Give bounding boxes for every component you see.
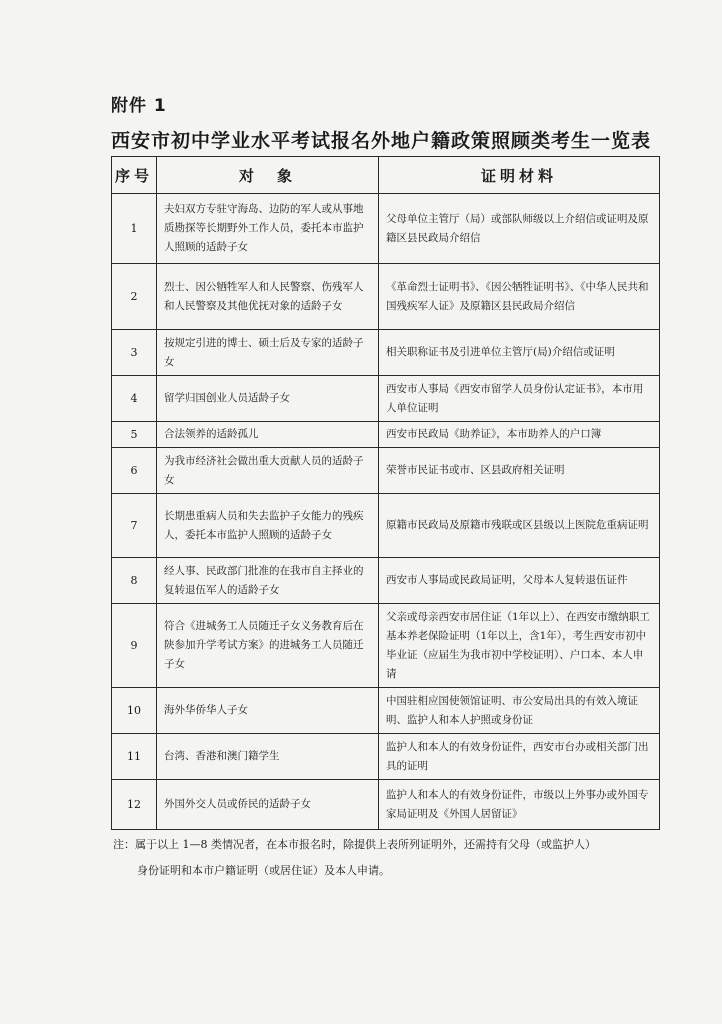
table-header-row (112, 157, 660, 194)
row-proof: 相关职称证书及引进单位主管厅(局)介绍信或证明 (379, 330, 660, 376)
row-number: 8 (112, 558, 157, 604)
table-row (112, 422, 660, 448)
row-target: 符合《进城务工人员随迁子女义务教育后在陕参加升学考试方案》的进城务工人员随迁子女 (157, 604, 379, 688)
row-target: 台湾、香港和澳门籍学生 (157, 734, 379, 780)
row-target: 留学归国创业人员适龄子女 (157, 376, 379, 422)
header-target: 对 象 (157, 157, 379, 194)
footnote-line-1: 注：属于以上 1—8 类情况者，在本市报名时，除提供上表所列证明外，还需持有父母（或监护人） (113, 838, 596, 851)
row-proof: 荣誉市民证书或市、区县政府相关证明 (379, 448, 660, 494)
table-row (112, 780, 660, 830)
row-proof: 监护人和本人的有效身份证件，西安市台办或相关部门出具的证明 (379, 734, 660, 780)
table-row (112, 448, 660, 494)
table-row (112, 194, 660, 264)
attachment-label: 附件 1 (111, 96, 167, 116)
header-proof: 证明材料 (379, 157, 660, 194)
row-number: 2 (112, 264, 157, 330)
footnote-line-2: 身份证明和本市户籍证明（或居住证）及本人申请。 (137, 864, 390, 877)
row-proof: 西安市民政局《助养证》，本市助养人的户口簿 (379, 422, 660, 448)
table-row (112, 330, 660, 376)
row-proof: 西安市人事局《西安市留学人员身份认定证书》，本市用人单位证明 (379, 376, 660, 422)
footnote (113, 832, 673, 884)
table-row (112, 734, 660, 780)
row-proof: 原籍市民政局及原籍市残联或区县级以上医院危重病证明 (379, 494, 660, 558)
document-title: 西安市初中学业水平考试报名外地户籍政策照顾类考生一览表 (111, 130, 652, 152)
header-serial: 序号 (112, 157, 157, 194)
row-number: 3 (112, 330, 157, 376)
row-target: 经人事、民政部门批准的在我市自主择业的复转退伍军人的适龄子女 (157, 558, 379, 604)
row-proof: 中国驻相应国使领馆证明、市公安局出具的有效入境证明、监护人和本人护照或身份证 (379, 688, 660, 734)
row-proof: 父母单位主管厅（局）或部队师级以上介绍信或证明及原籍区县民政局介绍信 (379, 194, 660, 264)
row-target: 为我市经济社会做出重大贡献人员的适龄子女 (157, 448, 379, 494)
row-number: 9 (112, 604, 157, 688)
row-proof: 《革命烈士证明书》、《因公牺牲证明书》、《中华人民共和国残疾军人证》及原籍区县民政局介绍信 (379, 264, 660, 330)
row-number: 12 (112, 780, 157, 830)
policy-table (111, 156, 660, 830)
table-row (112, 558, 660, 604)
row-proof: 西安市人事局或民政局证明，父母本人复转退伍证件 (379, 558, 660, 604)
row-proof: 监护人和本人的有效身份证件，市级以上外事办或外国专家局证明及《外国人居留证》 (379, 780, 660, 830)
row-target: 烈士、因公牺牲军人和人民警察、伤残军人和人民警察及其他优抚对象的适龄子女 (157, 264, 379, 330)
row-number: 7 (112, 494, 157, 558)
table-row (112, 688, 660, 734)
row-target: 按规定引进的博士、硕士后及专家的适龄子女 (157, 330, 379, 376)
row-target: 夫妇双方专驻守海岛、边防的军人或从事地质勘探等长期野外工作人员，委托本市监护人照顾的适龄子女 (157, 194, 379, 264)
row-number: 11 (112, 734, 157, 780)
table-row (112, 604, 660, 688)
row-number: 5 (112, 422, 157, 448)
table-row (112, 376, 660, 422)
row-proof: 父亲或母亲西安市居住证（1年以上）、在西安市缴纳职工基本养老保险证明（1年以上，含1年），考生西安市初中毕业证（应届生为我市初中学校证明）、户口本、本人申请 (379, 604, 660, 688)
row-number: 1 (112, 194, 157, 264)
table-row (112, 264, 660, 330)
row-target: 海外华侨华人子女 (157, 688, 379, 734)
row-target: 合法领养的适龄孤儿 (157, 422, 379, 448)
row-target: 长期患重病人员和失去监护子女能力的残疾人，委托本市监护人照顾的适龄子女 (157, 494, 379, 558)
row-number: 6 (112, 448, 157, 494)
row-number: 10 (112, 688, 157, 734)
table-row (112, 494, 660, 558)
row-number: 4 (112, 376, 157, 422)
row-target: 外国外交人员或侨民的适龄子女 (157, 780, 379, 830)
